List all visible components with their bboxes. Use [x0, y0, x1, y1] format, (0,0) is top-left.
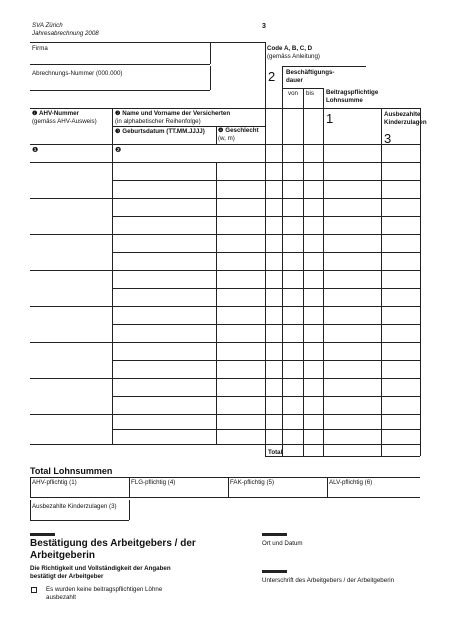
bis-label: bis	[306, 90, 314, 97]
table-row-rule	[30, 414, 420, 415]
page-number: 3	[262, 23, 266, 30]
table-row-rule	[112, 429, 420, 430]
wage-right	[381, 108, 382, 456]
total-row-bottom	[265, 456, 420, 457]
duration-label-1: Beschäftigungs-	[286, 69, 335, 76]
table-row-rule	[112, 216, 420, 217]
totals-divider	[228, 477, 229, 497]
fak-pflichtig-field[interactable]	[228, 477, 325, 496]
abrechnungs-underline	[30, 90, 210, 91]
code-title: Code A, B, C, D	[267, 45, 313, 52]
wage-label-2: Lohnsumme	[326, 97, 363, 104]
form-subtitle: Jahresabrechnung 2008	[32, 30, 99, 37]
code-number-2: 2	[268, 69, 276, 84]
col-divider-ahv	[112, 108, 113, 444]
child-label-2: Kinderzulagen	[384, 119, 427, 126]
kinderzulagen-bottom-rule	[30, 520, 129, 521]
confirmation-bold-2: bestätigt der Arbeitgeber	[30, 573, 104, 580]
duration-label-2: dauer	[286, 77, 303, 84]
table-row-rule	[30, 234, 420, 235]
birth-gender-divider	[216, 126, 217, 144]
ort-datum-label: Ort und Datum	[262, 540, 303, 547]
table-row-rule	[30, 378, 420, 379]
flg-pflichtig-field[interactable]	[129, 477, 226, 496]
geschlecht-sub: (w, m)	[218, 135, 235, 142]
checkbox-label-2: ausbezahlt	[46, 594, 76, 601]
name-birth-divider	[112, 126, 265, 127]
totals-bottom-rule	[30, 497, 420, 498]
confirmation-heading-1: Bestätigung des Arbeitgebers / der	[30, 538, 196, 549]
code-subtitle: (gemäss Anleitung)	[267, 53, 320, 60]
table-row-rule	[30, 270, 420, 271]
signature-label: Unterschrift des Arbeitgebers / der Arbeitgeberin	[262, 577, 395, 584]
firma-right-border	[210, 42, 211, 64]
table-row-rule	[30, 306, 420, 307]
wage-label-1: Beitragspflichtige	[326, 89, 379, 96]
alv-pflichtig-label: ALV-pflichtig (6)	[329, 479, 373, 486]
table-row-rule	[112, 360, 420, 361]
table-row-rule	[30, 198, 420, 199]
ahv-nummer-label: ❶ AHV-Nummer	[32, 110, 79, 117]
firma-underline	[30, 64, 210, 65]
code-col-right	[282, 66, 283, 456]
marker-1: ❶	[32, 147, 39, 154]
confirmation-heading-2: Arbeitgeberin	[30, 550, 96, 561]
confirmation-bold-1: Die Richtigkeit und Vollständigkeit der Angaben	[30, 565, 171, 572]
totals-divider	[129, 477, 130, 497]
geburtsdatum-label: ❸ Geburtsdatum (TT.MM.JJJJ)	[115, 128, 205, 135]
table-row-rule	[30, 144, 420, 145]
col-divider-gender	[216, 162, 217, 444]
geschlecht-label: ❹ Geschlecht	[218, 127, 259, 134]
fak-pflichtig-label: FAK-pflichtig (5)	[230, 479, 275, 486]
firma-field[interactable]	[30, 44, 210, 64]
alv-pflichtig-field[interactable]	[327, 477, 420, 496]
child-number-3: 3	[384, 131, 392, 146]
kinderzulagen-label: Ausbezahlte Kinderzulagen (3)	[32, 503, 117, 510]
section-bar	[30, 533, 55, 536]
table-row-rule	[30, 162, 420, 163]
table-row-rule	[112, 252, 420, 253]
top-rule	[30, 42, 266, 43]
ahv-nummer-sub: (gemäss AHV-Ausweis)	[32, 118, 97, 125]
table-row-rule	[30, 342, 420, 343]
marker-2: ❷	[115, 147, 122, 154]
signature-field[interactable]	[262, 585, 420, 609]
kinderzulagen-right	[129, 500, 130, 520]
table-row-rule	[112, 180, 420, 181]
checkbox-label-1: Es wurden keine beitragspflichtigen Löhne	[46, 586, 163, 593]
von-label: von	[288, 90, 298, 97]
duration-top-rule	[282, 66, 366, 67]
abrechnungs-nummer-label: Abrechnungs-Nummer (000.000)	[32, 70, 123, 77]
signature-bar	[262, 570, 287, 573]
wage-number-1: 1	[326, 111, 334, 126]
code-col-left	[265, 42, 266, 456]
table-header-rule	[30, 108, 420, 109]
totals-divider	[327, 477, 328, 497]
ahv-pflichtig-field[interactable]	[30, 477, 127, 496]
table-row-rule	[112, 288, 420, 289]
ort-datum-bar	[262, 533, 287, 536]
child-label-1: Ausbezahlte	[384, 111, 421, 118]
ort-datum-field[interactable]	[262, 548, 420, 568]
firma-label: Firma	[32, 45, 48, 52]
kinderzulagen-field[interactable]	[30, 500, 129, 520]
table-row-rule	[112, 396, 420, 397]
org-name: SVA Zürich	[32, 22, 63, 29]
kinderzulagen-left	[30, 500, 31, 520]
flg-pflichtig-label: FLG-pflichtig (4)	[131, 479, 176, 486]
name-sub: (in alphabetischer Reihenfolge)	[115, 118, 201, 125]
table-bottom-rule	[30, 444, 420, 445]
no-wages-checkbox[interactable]	[31, 587, 37, 593]
totals-heading: Total Lohnsummen	[30, 466, 113, 476]
abrechnungs-right-border	[210, 66, 211, 90]
total-label: Total	[268, 449, 283, 456]
totals-divider	[30, 477, 31, 497]
table-row-rule	[112, 324, 420, 325]
ahv-pflichtig-label: AHV-pflichtig (1)	[32, 479, 77, 486]
table-right-edge	[420, 108, 421, 456]
name-label: ❷ Name und Vorname der Versicherten	[115, 110, 231, 117]
abrechnungs-nummer-field[interactable]	[30, 68, 210, 90]
